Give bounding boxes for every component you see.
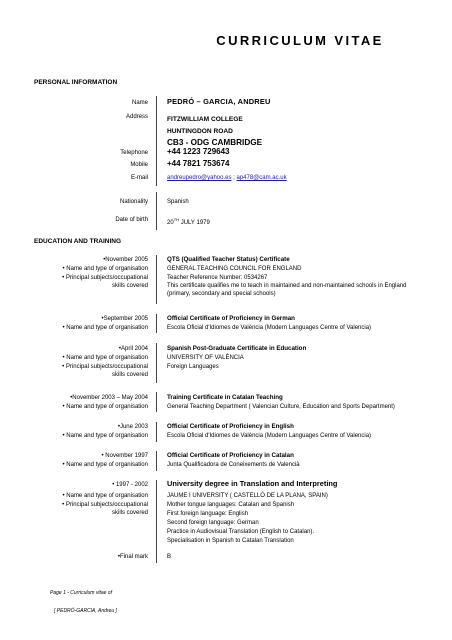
page-title: CURRICULUM VITAE (216, 33, 384, 48)
divider-edu-7 (156, 480, 157, 563)
entry-title: Training Certificate in Catalan Teaching (167, 394, 283, 401)
org-label: • Name and type of organisation (62, 404, 148, 410)
footer-name-line: [ PEDRÓ-GARCIA, Andreu ] (54, 608, 117, 614)
final-mark-label: •Final mark (117, 554, 148, 560)
address-line-3: CB3 - ODG CAMBRIDGE (167, 138, 263, 147)
email-label: E-mail (130, 175, 148, 181)
entry-org: Escola Oficial d'Idiomes de València (Modern Languages Centre of Valencia) (167, 433, 372, 439)
dob-label: Date of birth (115, 217, 148, 223)
org-label: • Name and type of organisation (62, 493, 148, 499)
address-label: Address (125, 114, 148, 120)
entry-subjects: Mother tongue languages: Catalan and Spanish First foreign language: English Second foreign language: German Practice in Audiovisual Translation (English to Catalan). Specialisation in Spanish to Catalan Translation (167, 502, 315, 544)
nationality-value: Spanish (167, 199, 189, 205)
entry-date: •June 2003 (117, 424, 148, 430)
org-label: • Name and type of organisation (62, 355, 148, 361)
section-heading-education: EDUCATION AND TRAINING (34, 238, 122, 245)
address-line-2: HUNTINGDON ROAD (167, 128, 233, 135)
org-label: • Name and type of organisation (62, 266, 148, 272)
telephone-value: +44 1223 729643 (167, 147, 230, 156)
entry-org: JAUME I UNIVERSITY ( CASTELLÓ DE LA PLANA, SPAIN) (167, 493, 328, 499)
subjects-label: • Principal subjects/occupational skills covered (62, 502, 148, 517)
entry-org: General Teaching Department ( Valencian Culture, Education and Sports Department) (167, 404, 395, 410)
divider-personal-2 (156, 192, 157, 230)
entry-title: Official Certificate of Proficiency in English (167, 423, 294, 430)
section-heading-personal: PERSONAL INFORMATION (34, 79, 118, 86)
entry-date: • November 1997 (101, 453, 148, 459)
divider-edu-6 (156, 451, 157, 471)
dob-month-year: JULY 1979 (179, 220, 210, 226)
divider-edu-3 (156, 343, 157, 383)
entry-date: •November 2005 (103, 257, 148, 263)
divider-edu-1 (156, 255, 157, 304)
email-link-cam[interactable]: ap478@cam.ac.uk (236, 175, 287, 181)
mobile-value: +44 7821 753674 (167, 159, 230, 168)
divider-edu-4 (156, 392, 157, 412)
final-mark-value: B (167, 554, 172, 560)
address-line-1: FITZWILLIAM COLLEGE (167, 116, 243, 123)
email-separator: ; (231, 175, 237, 181)
subjects-label: • Principal subjects/occupational skills covered (62, 275, 148, 290)
org-label: • Name and type of organisation (62, 325, 148, 331)
footer-page-line: Page 1 - Curriculum vitae of (50, 590, 112, 596)
entry-date: •September 2005 (101, 316, 148, 322)
email-link-yahoo[interactable]: andreupedro@yahoo.es (167, 175, 232, 181)
entry-subjects: Foreign Languages (167, 364, 219, 370)
nationality-label: Nationality (119, 199, 148, 205)
address-value (167, 113, 437, 149)
mobile-label: Mobile (130, 162, 148, 168)
dob-suffix: TH (173, 217, 180, 222)
entry-org: Escola Oficial d'Idiomes de València (Modern Languages Centre of Valencia) (167, 325, 372, 331)
org-label: • Name and type of organisation (62, 433, 148, 439)
entry-title: Spanish Post-Graduate Certificate in Education (167, 345, 307, 352)
entry-title: Official Certificate of Proficiency in Catalan (167, 452, 294, 459)
entry-date: •April 2004 (118, 346, 148, 352)
name-label: Name (131, 100, 148, 106)
entry-subjects: Teacher Reference Number: 0534267 This certificate qualifies me to teach in maintained and non-maintained schools in England (primary, secondary and special schools) (167, 275, 407, 298)
entry-title: Official Certificate of Proficiency in German (167, 315, 295, 322)
entry-org: UNIVERSITY OF VALÈNCIA (167, 355, 244, 361)
entry-title: QTS (Qualified Teacher Status) Certificate (167, 256, 290, 263)
email-value (167, 174, 437, 182)
dob-day: 20 (167, 220, 174, 226)
divider-edu-5 (156, 422, 157, 442)
entry-org: GENERAL TEACHING COUNCIL FOR ENGLAND (167, 266, 302, 272)
telephone-label: Telephone (120, 150, 148, 156)
name-value: PEDRÓ – GARCIA, ANDREU (167, 97, 271, 106)
entry-title: University degree in Translation and Interpreting (167, 479, 338, 488)
org-label: • Name and type of organisation (62, 462, 148, 468)
entry-date: • 1997 - 2002 (112, 482, 148, 488)
entry-org: Junta Qualificadora de Coneixements de Valencià (167, 462, 300, 468)
divider-edu-2 (156, 314, 157, 333)
dob-value (167, 216, 437, 227)
entry-date: •November 2003 – May 2004 (70, 395, 148, 401)
divider-personal-1 (156, 96, 157, 186)
subjects-label: • Principal subjects/occupational skills covered (62, 364, 148, 379)
